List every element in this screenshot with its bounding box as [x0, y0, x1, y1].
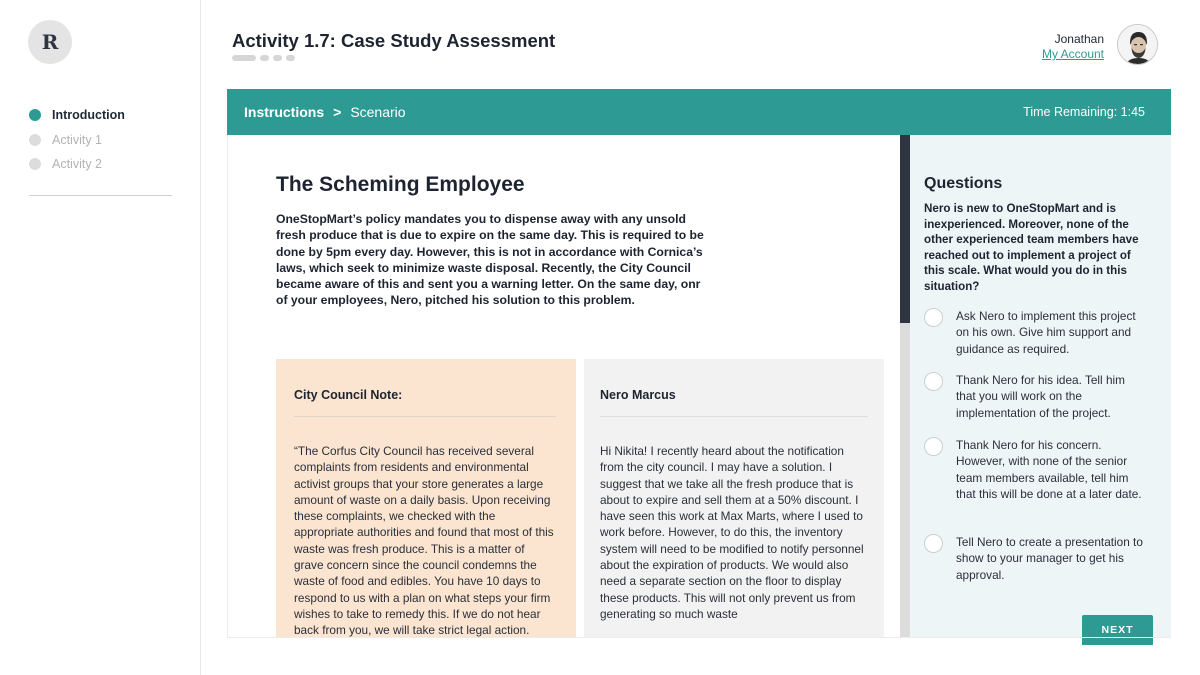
radio-button[interactable] [924, 372, 943, 391]
sidebar-item-label: Activity 2 [52, 157, 103, 172]
radio-button[interactable] [924, 437, 943, 456]
card-title: City Council Note: [294, 388, 403, 402]
card-title: Nero Marcus [600, 388, 676, 402]
card-divider [600, 416, 868, 417]
breadcrumb [244, 104, 406, 120]
sidebar-item-activity-1[interactable] [29, 128, 125, 153]
card-divider [294, 416, 556, 417]
content-bottom-border [227, 637, 1171, 638]
scrollbar-thumb[interactable] [900, 135, 910, 323]
avatar[interactable] [1117, 24, 1158, 65]
nero-message-card [584, 359, 884, 637]
instructions-bar [227, 89, 1171, 135]
progress-segment [260, 55, 269, 61]
questions-title: Questions [924, 175, 1003, 192]
city-council-note-card [276, 359, 576, 637]
scenario-description: OneStopMart’s policy mandates you to dispense away with any unsold fresh produce that is due to expire on the same day. This is required to be done by 5pm every day. However, this is not in accordance with Cornica’s laws, which seek to minimize waste disposal. Recently, the City Council became aware of this and sent you a warning letter. On the same day, onr of your employees, Nero, pitched his solution to this problem. [276, 212, 704, 308]
card-body: Hi Nikita! I recently heard about the notification from the city council. I may have a solution. I suggest that we take all the fresh produce that is about to expire and sell them at a 50% discount. I have seen this work at Max Marts, where I used to work before. However, to do this, the inventory system will need to be modified to notify personnel about the expiration of products. We would also need a separate section on the floor to display these products. This will not only prevent us from generating so much waste [600, 444, 864, 621]
radio-button[interactable] [924, 308, 943, 327]
scenario-title: The Scheming Employee [276, 173, 525, 196]
user-portrait-icon [1118, 25, 1158, 65]
answer-option-3[interactable] [924, 437, 1164, 502]
progress-indicator [232, 55, 295, 61]
status-dot-icon [29, 134, 41, 146]
breadcrumb-scenario: Scenario [350, 104, 406, 120]
content-scrollbar[interactable] [900, 135, 910, 637]
sidebar-divider [29, 195, 172, 196]
status-dot-icon [29, 158, 41, 170]
progress-segment [286, 55, 295, 61]
progress-segment [273, 55, 282, 61]
card-body: “The Corfus City Council has received several complaints from residents and environmental activist groups that your store generates a large amount of waste on a daily basis. Upon receiving these complaints, we checked with the appropriate authorities and found that most of this waste was fresh produce. This is a matter of grave concern since the council condemns the waste of food and edibles. You have 10 days to respond to us with a plan on what steps your firm wishes to take to remedy this. If we do not hear back from you, we will take strict legal action. [294, 444, 554, 637]
answer-option-4[interactable] [924, 534, 1164, 583]
questions-panel [910, 135, 1171, 637]
question-text: Nero is new to OneStopMart and is inexperienced. Moreover, none of the other experienced team members have reached out to implement a project of this scale. What would you do in this situation? [924, 202, 1139, 293]
option-label: Ask Nero to implement this project on his own. Give him support and guidance as required. [956, 309, 1136, 356]
user-name: Jonathan [1054, 32, 1104, 46]
option-label: Thank Nero for his concern. However, with none of the senior team members available, tell him that this will be done at a later date. [956, 438, 1142, 501]
option-label: Tell Nero to create a presentation to show to your manager to get his approval. [956, 535, 1143, 582]
scenario-panel[interactable] [227, 135, 900, 637]
answer-option-2[interactable] [924, 372, 1164, 421]
sidebar-nav [29, 103, 125, 177]
radio-button[interactable] [924, 534, 943, 553]
breadcrumb-instructions[interactable]: Instructions [244, 104, 325, 120]
sidebar-item-introduction[interactable] [29, 103, 125, 128]
sidebar-item-label: Activity 1 [52, 132, 103, 147]
breadcrumb-separator: > [333, 104, 342, 120]
sidebar [0, 0, 201, 675]
sidebar-item-label: Introduction [52, 108, 125, 123]
progress-segment [232, 55, 256, 61]
sidebar-item-activity-2[interactable] [29, 152, 125, 177]
app-logo[interactable]: R [28, 20, 72, 64]
time-remaining: Time Remaining: 1:45 [1023, 105, 1145, 119]
status-dot-icon [29, 109, 41, 121]
my-account-link[interactable]: My Account [1041, 47, 1104, 61]
option-label: Thank Nero for his idea. Tell him that you will work on the implementation of the project. [956, 373, 1125, 420]
answer-option-1[interactable] [924, 308, 1164, 357]
page-title: Activity 1.7: Case Study Assessment [232, 30, 556, 51]
next-button[interactable]: NEXT [1082, 615, 1153, 645]
